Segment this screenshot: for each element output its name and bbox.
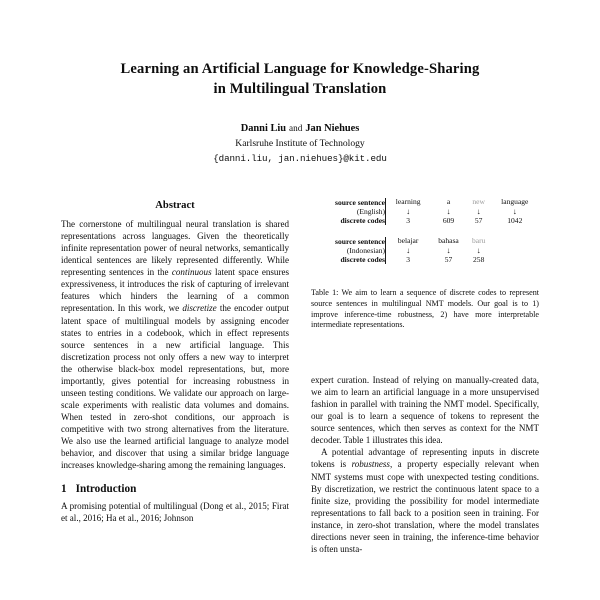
- down-arrow-icon: ↓: [512, 206, 517, 216]
- down-arrow-icon: ↓: [446, 245, 451, 255]
- table-block-gap: [311, 225, 539, 237]
- indonesian-word-1: belajar: [386, 237, 431, 246]
- affiliation: Karlsruhe Institute of Technology: [235, 137, 365, 149]
- row-label-english: (English): [356, 207, 385, 216]
- author-conjunction: and: [289, 122, 303, 133]
- down-arrow-icon: ↓: [446, 206, 451, 216]
- abstract-text-part-2: latent space ensures expressiveness, it introduces the risk of capturing of irrelevant features which hinders the learning of a common representation. In this work, we: [61, 267, 289, 314]
- right-text-part-1: A potential advantage of representing inputs in discrete tokens is: [311, 447, 539, 470]
- abstract-italic-continuous: continuous: [171, 267, 212, 278]
- indonesian-code-2: 57: [444, 255, 453, 265]
- down-arrow-icon: ↓: [386, 207, 431, 216]
- right-column-paragraph-2: [311, 446, 539, 555]
- page-title: [60, 60, 540, 100]
- english-word-1: learning: [386, 198, 431, 207]
- table-1: [311, 198, 539, 264]
- author-emails: {danni.liu, jan.niehues}@kit.edu: [213, 153, 387, 165]
- abstract-text-part-1: The cornerstone of multilingual neural translation is shared representations across languages. Given the theoretically infinite representation power of neural networks, semantically identical sentences are likely represented differently. While representing sentences in the: [61, 219, 289, 278]
- row-label-indonesian: (Indonesian): [346, 246, 385, 256]
- left-column: [61, 200, 289, 524]
- abstract-paragraph: [61, 218, 289, 471]
- section-number: 1: [61, 483, 67, 496]
- author-name-2: Jan Niehues: [305, 122, 360, 134]
- english-code-1: 3: [386, 216, 431, 225]
- section-heading-introduction: [61, 483, 289, 495]
- indonesian-word-2: bahasa: [438, 236, 459, 246]
- english-word-4: language: [501, 197, 529, 207]
- english-code-4: 1042: [507, 216, 523, 225]
- table-row: [311, 255, 539, 264]
- table-caption: Table 1: We aim to learn a sequence of discrete codes to represent source sentences in multilingual NMT models. Our goal is to 1) improve inference-time robustness, 2) have more interpretable intermediate representations.: [311, 288, 539, 330]
- abstract-italic-discretize: discretize: [182, 303, 217, 314]
- down-arrow-icon: ↓: [476, 245, 481, 255]
- section-title: Introduction: [75, 483, 137, 496]
- table-row: [311, 246, 539, 255]
- english-word-3: new: [472, 197, 485, 207]
- indonesian-code-empty: [491, 255, 539, 264]
- title-line-2: in Multilingual Translation: [213, 80, 387, 97]
- abstract-heading: Abstract: [155, 200, 195, 211]
- right-text-part-2: , a property especially relevant when NMT systems must cope with unexpected testing conditions. By discretization, we restrict the continuous latent space to a finite size, providing the possibility for model intermediate representations to fall back to a position seen in training. For instance, in zero-shot translation, where the model translates directions never seen in training, the inference-time behavior is often unsta-: [311, 459, 539, 554]
- english-code-3: 57: [474, 216, 483, 225]
- indonesian-code-1: 3: [386, 255, 431, 264]
- row-label-source-sentence-indonesian: source sentence: [335, 237, 385, 247]
- indonesian-word-empty: [491, 237, 539, 246]
- abstract-text-part-3: the encoder output latent space of multilingual models by assigning encoder states to entries in a codebook, which in effect represents source sentences in a new artificial language. This discretization process not only offers a new way to interpret the otherwise black-box model representations, but, more importantly, gives potential for increasing robustness in unseen testing conditions. We validate our approach on large-scale experiments with realistic data volumes and domains. When tested in zero-shot conditions, our approach is competitive with two strong alternatives from the literature. We also use the learned artificial language to analyze model behavior, and discover that using a similar bridge language increases knowledge-sharing among the remaining languages.: [61, 303, 290, 471]
- row-label-source-sentence-english: source sentence: [335, 198, 385, 207]
- title-block: [60, 60, 540, 164]
- right-italic-robustness: robustness: [351, 459, 390, 470]
- author-list: [60, 123, 540, 134]
- indonesian-code-3: 258: [473, 255, 485, 265]
- down-arrow-icon: ↓: [476, 206, 481, 216]
- introduction-paragraph-1: A promising potential of multilingual (Dong et al., 2015; Firat et al., 2016; Ha et al., 2016; Johnson: [61, 501, 289, 524]
- table-row: [311, 198, 539, 207]
- right-column-paragraph-1: expert curation. Instead of relying on manually-created data, we aim to learn an artificial language in a more unsupervised fashion in parallel with training the NMT model. Specifically, our goal is to learn a sequence of tokens to represent the source sentences, which then serves as context for the NMT decoder. Table 1 illustrates this idea.: [311, 375, 539, 446]
- title-line-1: Learning an Artificial Language for Knowledge-Sharing: [120, 61, 480, 77]
- indonesian-word-3: baru: [471, 236, 486, 246]
- table-row: [311, 216, 539, 225]
- row-label-discrete-codes-indonesian: discrete codes: [340, 255, 385, 265]
- english-word-2: a: [446, 197, 451, 207]
- author-name-1: Danni Liu: [240, 122, 287, 134]
- arrow-empty: [491, 246, 539, 255]
- table-row: [311, 207, 539, 216]
- down-arrow-icon: ↓: [386, 246, 431, 255]
- right-column: [311, 374, 539, 555]
- table-row: [311, 237, 539, 246]
- discrete-codes-table: [311, 198, 539, 264]
- row-label-discrete-codes-english: discrete codes: [340, 216, 385, 226]
- english-code-2: 609: [442, 216, 455, 225]
